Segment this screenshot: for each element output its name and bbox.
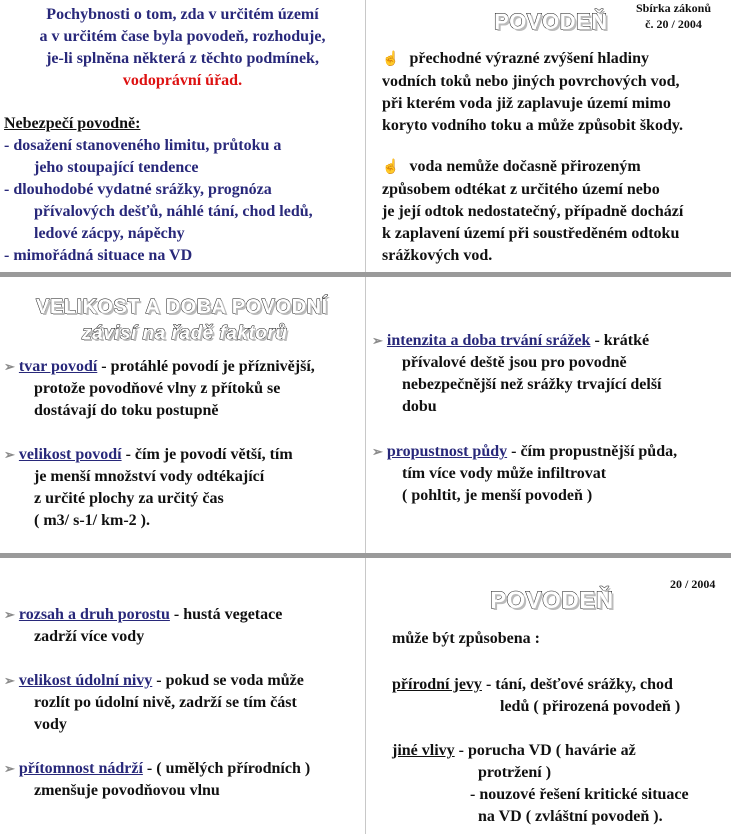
cause-lead: může být způsobena : [392,630,541,647]
factor-line: rozlít po údolní nivě, zadrží se tím část [34,694,297,711]
factor-nadrze [4,758,310,802]
factor-line: dobu [402,398,437,415]
law-ref-line: č. 20 / 2004 [645,17,702,31]
danger-line: - mimořádná situace na VD [4,247,193,264]
factor-text: - krátké [590,332,650,349]
factor-line: vody [34,716,67,733]
def-line: srážkových vod. [382,247,493,264]
law-reference-bottom: 20 / 2004 [670,577,716,591]
factor-term: intenzita a doba trvání srážek [386,332,591,349]
definition-2 [382,156,683,267]
factor-term: tvar povodí [18,358,98,375]
cause-text: - tání, dešťové srážky, chod [481,676,673,693]
intro-line: je-li splněna některá z těchto podmínek, [46,50,319,67]
vertical-divider-bottom [365,558,366,834]
pointing-hand-icon: ☝ [382,52,400,67]
factor-niva [4,670,304,736]
factor-term: velikost údolní nivy [18,672,153,689]
arrow-bullet-icon: ➢ [4,673,15,688]
factor-term: velikost povodí [18,446,122,463]
q1-intro [0,4,365,92]
cause-line: protržení ) [478,764,552,781]
danger-line: ledové zácpy, nápěchy [34,225,185,242]
danger-line: přívalových dešťů, náhlé tání, chod ledů, [34,203,313,220]
arrow-bullet-icon: ➢ [4,607,15,622]
factor-line: ( pohltit, je menší povodeň ) [402,487,593,504]
factor-line: zadrží více vody [34,628,145,645]
arrow-bullet-icon: ➢ [4,761,15,776]
pointing-hand-icon: ☝ [382,160,400,175]
factor-term: rozsah a druh porostu [18,606,170,623]
factor-text: - čím je povodí větší, tím [121,446,293,463]
cause-term: jiné vlivy [392,742,455,759]
arrow-bullet-icon: ➢ [372,333,383,348]
factor-term: propustnost půdy [386,443,508,460]
def-line: při kterém voda již zaplavuje území mimo [382,95,671,112]
danger-heading: Nebezpečí povodně: [4,115,141,132]
danger-line: - dosažení stanoveného limitu, průtoku a [4,137,282,154]
povoden-title-bottom: POVODEŇ [490,587,614,614]
cause-other [392,740,689,828]
def-line: přechodné výrazné zvýšení hladiny [409,50,649,67]
factor-line: přívalové deště jsou pro povodně [402,354,627,371]
factor-line: ( m3/ s-1/ km-2 ). [34,512,150,529]
factor-term: přítomnost nádrží [18,760,143,777]
definition-1 [382,48,683,137]
factor-text: - ( umělých přírodních ) [142,760,311,777]
def-line: k zaplavení území při soustředěném odtoku [382,225,680,242]
arrow-bullet-icon: ➢ [4,359,15,374]
danger-item [4,179,313,245]
factor-line: zmenšuje povodňovou vlnu [34,782,220,799]
factor-line: je menší množství vody odtékající [34,468,265,485]
factor-text: - protáhlé povodí je příznivější, [97,358,315,375]
intro-line: Pochybnosti o tom, zda v určitém území [46,6,319,23]
law-ref-line: Sbírka zákonů [636,1,712,15]
intro-line: a v určitém čase byla povodeň, rozhoduje, [39,28,326,45]
danger-line: - dlouhodobé vydatné srážky, prognóza [4,181,272,198]
q1-danger-list [4,113,313,267]
velikost-title: VELIKOST A DOBA POVODNÍ [36,296,328,318]
factor-line: protože povodňové vlny z přítoků se [34,380,281,397]
factor-velikost [4,444,293,532]
authority-name: vodoprávní úřad. [122,72,243,89]
cause-natural [392,674,680,718]
factor-propustnost [372,441,677,507]
factor-line: nebezpečnější než srážky trvající delší [402,376,662,393]
danger-line: jeho stoupající tendence [34,159,199,176]
def-line: je její odtok nedostatečný, případně dochází [382,203,684,220]
cause-text: - porucha VD ( havárie až [454,742,636,759]
arrow-bullet-icon: ➢ [372,444,383,459]
factor-line: tím více vody může infiltrovat [402,465,607,482]
factor-intenzita [372,330,662,418]
factor-text: - hustá vegetace [169,606,283,623]
povoden-title-top: POVODEŇ [494,9,608,34]
vertical-divider-middle [365,277,366,553]
cause-term: přírodní jevy [392,676,482,693]
danger-item [4,135,313,179]
def-line: voda nemůže dočasně přirozeným [409,158,641,175]
def-line: způsobem odtékat z určitého území nebo [382,181,660,198]
arrow-bullet-icon: ➢ [4,447,15,462]
cause-line: ledů ( přirozená povodeň ) [500,698,681,715]
factor-text: - pokud se voda může [152,672,304,689]
danger-item [4,245,313,267]
faktory-subtitle: závisí na řadě faktorů [82,323,288,344]
factor-porost [4,604,282,648]
factor-tvar [4,356,315,422]
cause-line: - nouzové řešení kritické situace [470,786,689,803]
cause-line: na VD ( zvláštní povodeň ). [478,808,663,825]
factor-line: z určité plochy za určitý čas [34,490,224,507]
factor-line: dostávají do toku postupně [34,402,219,419]
factor-text: - čím propustnější půda, [507,443,678,460]
def-line: koryto vodního toku a může způsobit škody. [382,117,683,134]
def-line: vodních toků nebo jiných povrchových vod, [382,73,680,90]
vertical-divider-top [365,0,366,272]
law-reference [636,0,711,32]
